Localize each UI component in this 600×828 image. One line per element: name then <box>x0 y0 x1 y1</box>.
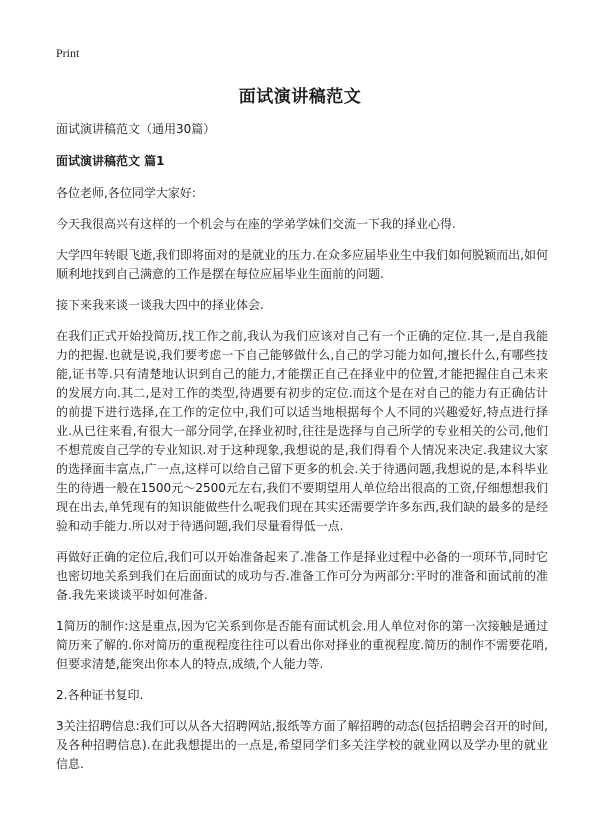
paragraph-job-info: 3关注招聘信息:我们可以从各大招聘网站,报纸等方面了解招聘的动态(包括招聘会召开的时间,及各种招聘信息).在此我想提出的一点是,希望同学们多关注学校的就业网以及学办里的就业信息. <box>56 719 548 771</box>
document-title: 面试演讲稿范文 <box>238 87 362 107</box>
paragraph-transition: 接下来我来谈一谈我大四中的择业体会. <box>56 298 264 312</box>
paragraph-greeting: 各位老师,各位同学大家好: <box>56 186 196 200</box>
paragraph-employment-pressure: 大学四年转眼飞逝,我们即将面对的是就业的压力.在众多应届毕业生中我们如何脱颖而出,如何顺利地找到自己满意的工作是摆在每位应届毕业生面前的问题. <box>56 248 548 281</box>
print-label: Print <box>56 46 80 60</box>
document-body <box>56 120 548 786</box>
paragraph-certificates: 2.各种证书复印. <box>56 688 144 702</box>
document-subtitle: 面试演讲稿范文（通用30篇） <box>56 122 216 136</box>
paragraph-resume: 1简历的制作:这是重点,因为它关系到你是否能有面试机会.用人单位对你的第一次接触是通过简历来了解的.你对简历的重视程度往往可以看出你对择业的重视程度.简历的制作不需要花哨,但要求清楚,能突出你本人的特点,成绩,个人能力等. <box>56 619 548 671</box>
paragraph-intro: 今天我很高兴有这样的一个机会与在座的学弟学妹们交流一下我的择业心得. <box>56 217 456 231</box>
paragraph-preparation: 再做好正确的定位后,我们可以开始准备起来了.准备工作是择业过程中必备的一项环节,同时它也密切地关系到我们在后面面试的成功与否.准备工作可分为两部分:平时的准备和面试前的准备.我先来谈谈平时如何准备. <box>56 550 548 602</box>
section-heading: 面试演讲稿范文 篇1 <box>56 154 165 168</box>
paragraph-positioning: 在我们正式开始投简历,找工作之前,我认为我们应该对自己有一个正确的定位.其一,是自我能力的把握.也就是说,我们要考虑一下自己能够做什么,自己的学习能力如何,擅长什么,有哪些技能,证书等.只有清楚地认识到自己的能力,才能摆正自己在择业中的位置,才能把握住自己未来的发展方向.其二,是对工作的类型,待遇要有初步的定位.而这个是在对自己的能力有正确估计的前提下进行选择,在工作的定位中,我们可以适当地根据每个人不同的兴趣爱好,特点进行择业.从已往来看,有很大一部分同学,在择业初时,往往是选择与自己所学的专业相关的公司,他们不想荒废自己学的专业知识.对于这种现象,我想说的是,我们得看个人情况来决定.我建议大家的选择面丰富点,广一点,这样可以给自己留下更多的机会.关于待遇问题,我想说的是,本科毕业生的待遇一般在1500元～2500元左右,我们不要期望用人单位给出很高的工资,仔细想想我们现在出去,单凭现有的知识能做些什么呢我们现在其实还需要学许多东西,我们缺的最多的是经验和动手能力.所以对于待遇问题,我们尽量看得低一点. <box>56 329 548 533</box>
